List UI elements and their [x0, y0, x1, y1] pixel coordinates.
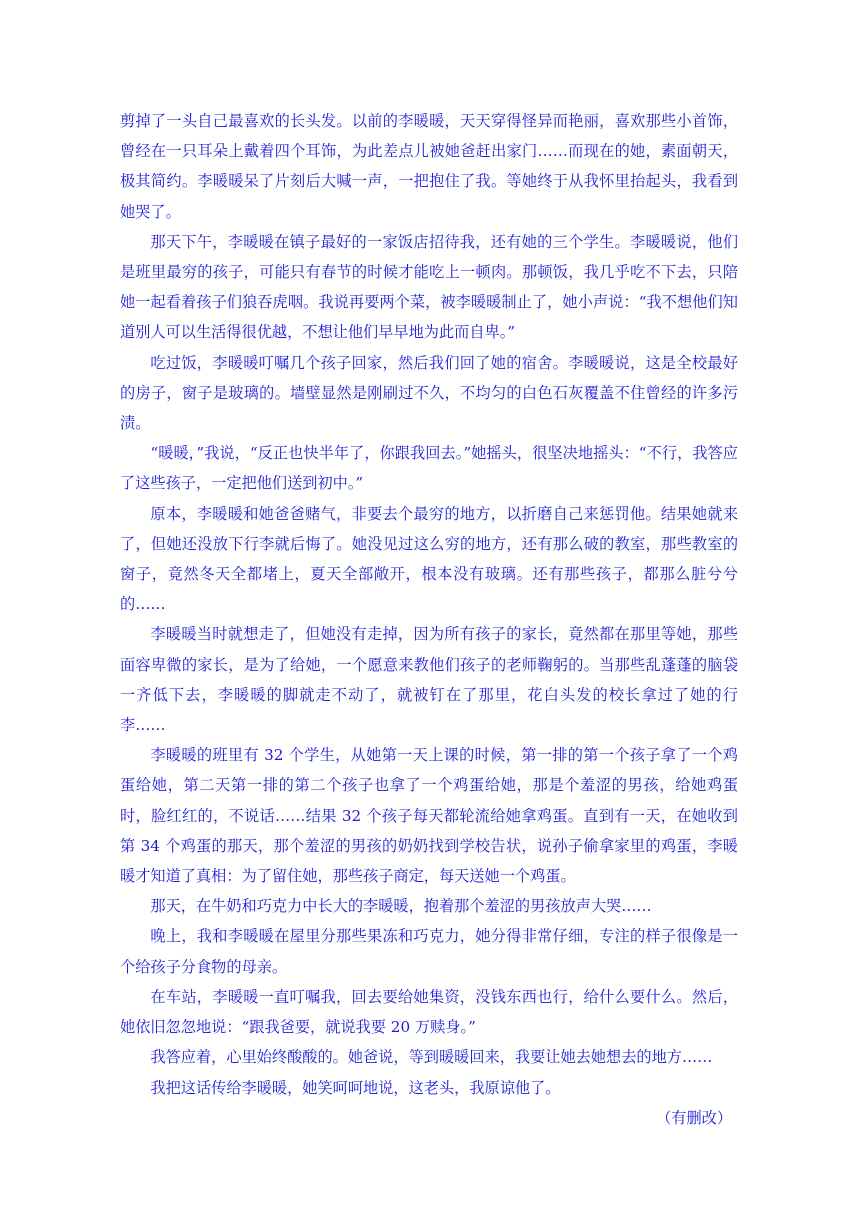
paragraph-3: 吃过饭，李暖暖叮嘱几个孩子回家，然后我们回了她的宿舍。李暖暖说，这是全校最好的房子，窗子是玻璃的。墙壁显然是刚刷过不久，不均匀的白色石灰覆盖不住曾经的许多污渍。: [120, 353, 738, 433]
source-note: （有删改）: [656, 1108, 732, 1127]
paragraph-9: 晚上，我和李暖暖在屋里分那些果冻和巧克力，她分得非常仔细，专注的样子很像是一个给孩子分食物的母亲。: [120, 927, 738, 976]
paragraph-5: 原本，李暖暖和她爸爸赌气，非要去个最穷的地方，以折磨自己来惩罚他。结果她就来了，但她还没放下行李就后悔了。她没见过这么穷的地方，还有那么破的教室，那些教室的窗子，竟然冬天全都堵上，夏天全部敞开，根本没有玻璃。还有那些孩子，都那么脏兮兮的……: [120, 504, 738, 614]
paragraph-1: 剪掉了一头自己最喜欢的长头发。以前的李暖暖，天天穿得怪异而艳丽，喜欢那些小首饰，曾经在一只耳朵上戴着四个耳饰，为此差点儿被她爸赶出家门……而现在的她，素面朝天，极其简约。李暖暖呆了片刻后大喊一声，一把抱住了我。等她终于从我怀里抬起头，我看到她哭了。: [120, 112, 738, 221]
paragraph-4: “暖暖，”我说，“反正也快半年了，你跟我回去。”她摇头，很坚决地摇头：“不行，我答应了这些孩子，一定把他们送到初中。”: [120, 444, 738, 493]
paragraph-11: 我答应着，心里始终酸酸的。她爸说，等到暖暖回来，我要让她去她想去的地方……: [150, 1048, 713, 1067]
paragraph-6: 李暖暖当时就想走了，但她没有走掉，因为所有孩子的家长，竟然都在那里等她，那些面容卑微的家长，是为了给她，一个愿意来教他们孩子的老师鞠躬的。当那些乱蓬蓬的脑袋一齐低下去，李暖暖的脚就走不动了，就被钉在了那里，花白头发的校长拿过了她的行李……: [120, 625, 738, 735]
paragraph-7: 李暖暖的班里有 32 个学生，从她第一天上课的时候，第一排的第一个孩子拿了一个鸡蛋给她，第二天第一排的第二个孩子也拿了一个鸡蛋给她，那是个羞涩的男孩，给她鸡蛋时，脸红红的，不说话……结果 32 个孩子每天都轮流给她拿鸡蛋。直到有一天，在她收到第 34 个鸡蛋的那天，那个羞涩的男孩的奶奶找到学校告状，说孙子偷拿家里的鸡蛋，李暖暖才知道了真相：为了留住她，那些孩子商定，每天送她一个鸡蛋。: [120, 746, 738, 886]
paragraph-8: 那天，在牛奶和巧克力中长大的李暖暖，抱着那个羞涩的男孩放声大哭……: [150, 897, 652, 916]
paragraph-12: 我把这话传给李暖暖，她笑呵呵地说，这老头，我原谅他了。: [150, 1078, 561, 1097]
paragraph-2: 那天下午，李暖暖在镇子最好的一家饭店招待我，还有她的三个学生。李暖暖说，他们是班里最穷的孩子，可能只有春节的时候才能吃上一顿肉。那顿饭，我几乎吃不下去，只陪她一起看着孩子们狼吞虎咽。我说再要两个菜，被李暖暖制止了，她小声说：“我不想他们知道别人可以生活得很优越，不想让他们早早地为此而自卑。”: [120, 232, 738, 342]
paragraph-10: 在车站，李暖暖一直叮嘱我，回去要给她集资，没钱东西也行，给什么要什么。然后，她依旧忽忽地说：“跟我爸要，就说我要 20 万赎身。”: [120, 987, 738, 1037]
document-page: [120, 106, 738, 1133]
